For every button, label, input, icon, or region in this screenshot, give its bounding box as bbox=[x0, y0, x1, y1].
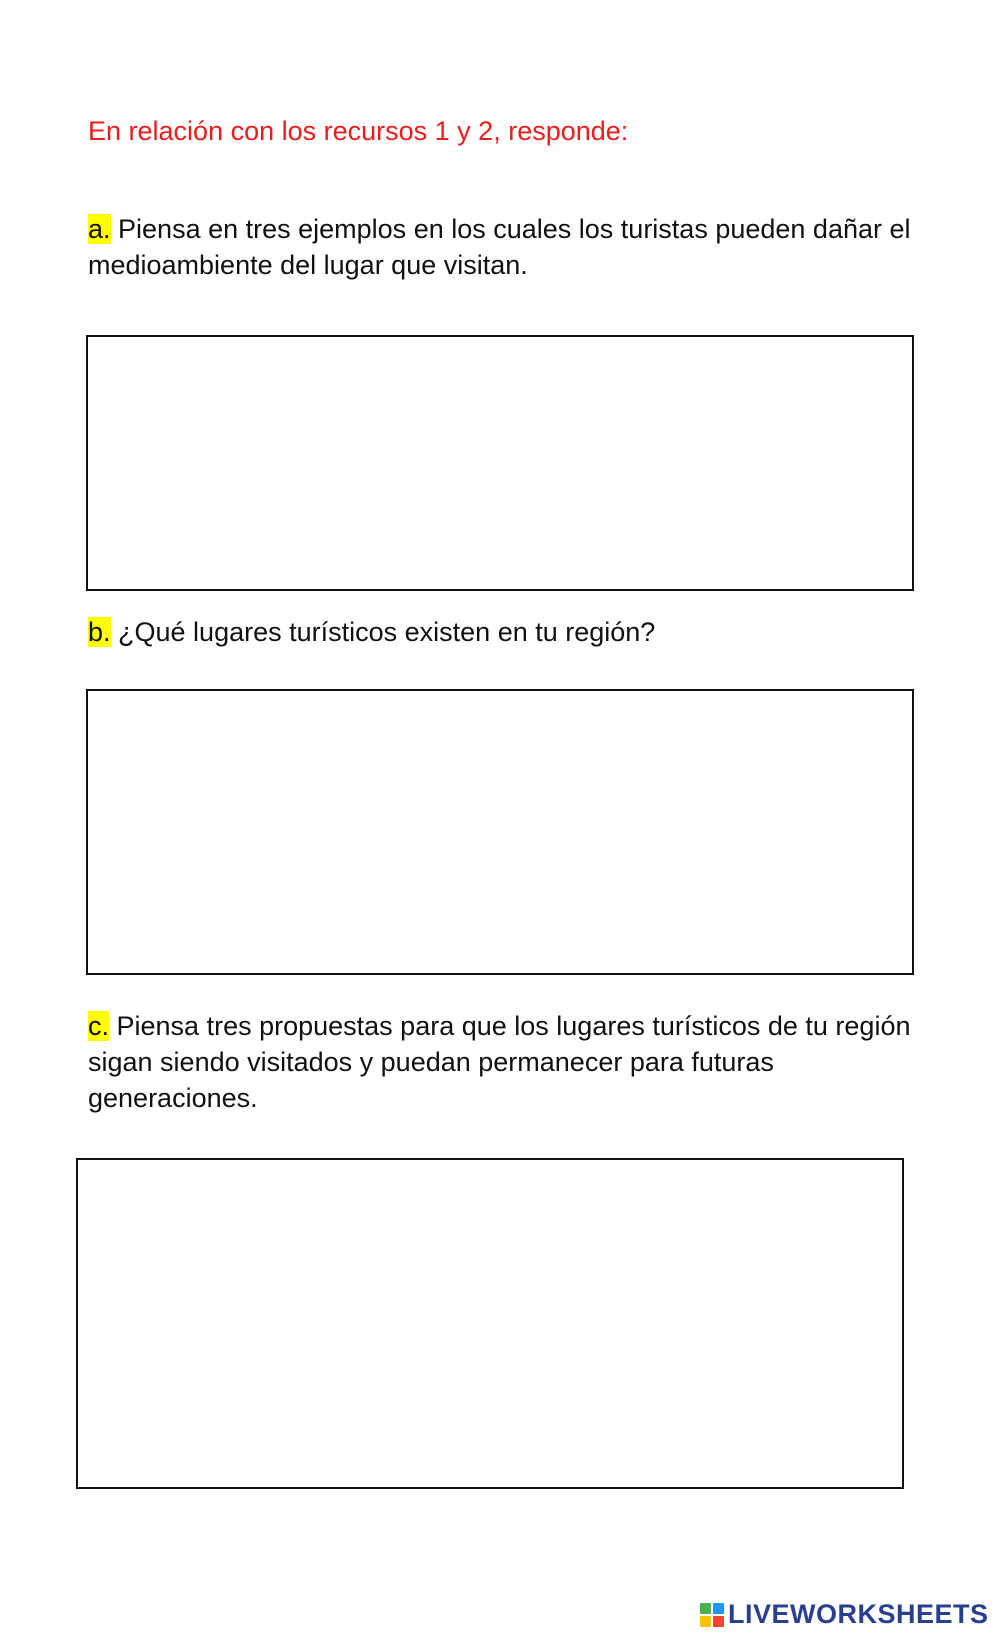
question-b-letter: b. bbox=[88, 617, 111, 647]
logo-square-1 bbox=[700, 1603, 711, 1614]
answer-box-a[interactable] bbox=[86, 335, 914, 591]
liveworksheets-logo bbox=[700, 1599, 989, 1630]
question-c bbox=[88, 1008, 928, 1116]
question-b-text: ¿Qué lugares turísticos existen en tu región? bbox=[110, 617, 656, 647]
question-a-letter: a. bbox=[88, 214, 111, 244]
question-c-text: Piensa tres propuestas para que los lugares turísticos de tu región sigan siendo visitados y puedan permanecer para futuras generaciones. bbox=[88, 1011, 911, 1113]
question-c-letter: c. bbox=[88, 1011, 110, 1041]
logo-square-3 bbox=[700, 1616, 711, 1627]
instructions-heading: En relación con los recursos 1 y 2, responde: bbox=[88, 116, 629, 146]
logo-square-2 bbox=[713, 1603, 724, 1614]
question-a-text: Piensa en tres ejemplos en los cuales los turistas pueden dañar el medioambiente del lugar que visitan. bbox=[88, 214, 911, 280]
logo-text: LIVEWORKSHEETS bbox=[728, 1599, 989, 1629]
question-a bbox=[88, 211, 928, 283]
question-b bbox=[88, 614, 928, 650]
answer-box-b[interactable] bbox=[86, 689, 914, 975]
logo-square-4 bbox=[713, 1616, 724, 1627]
answer-box-c[interactable] bbox=[76, 1158, 904, 1489]
liveworksheets-logo-icon bbox=[700, 1603, 724, 1627]
